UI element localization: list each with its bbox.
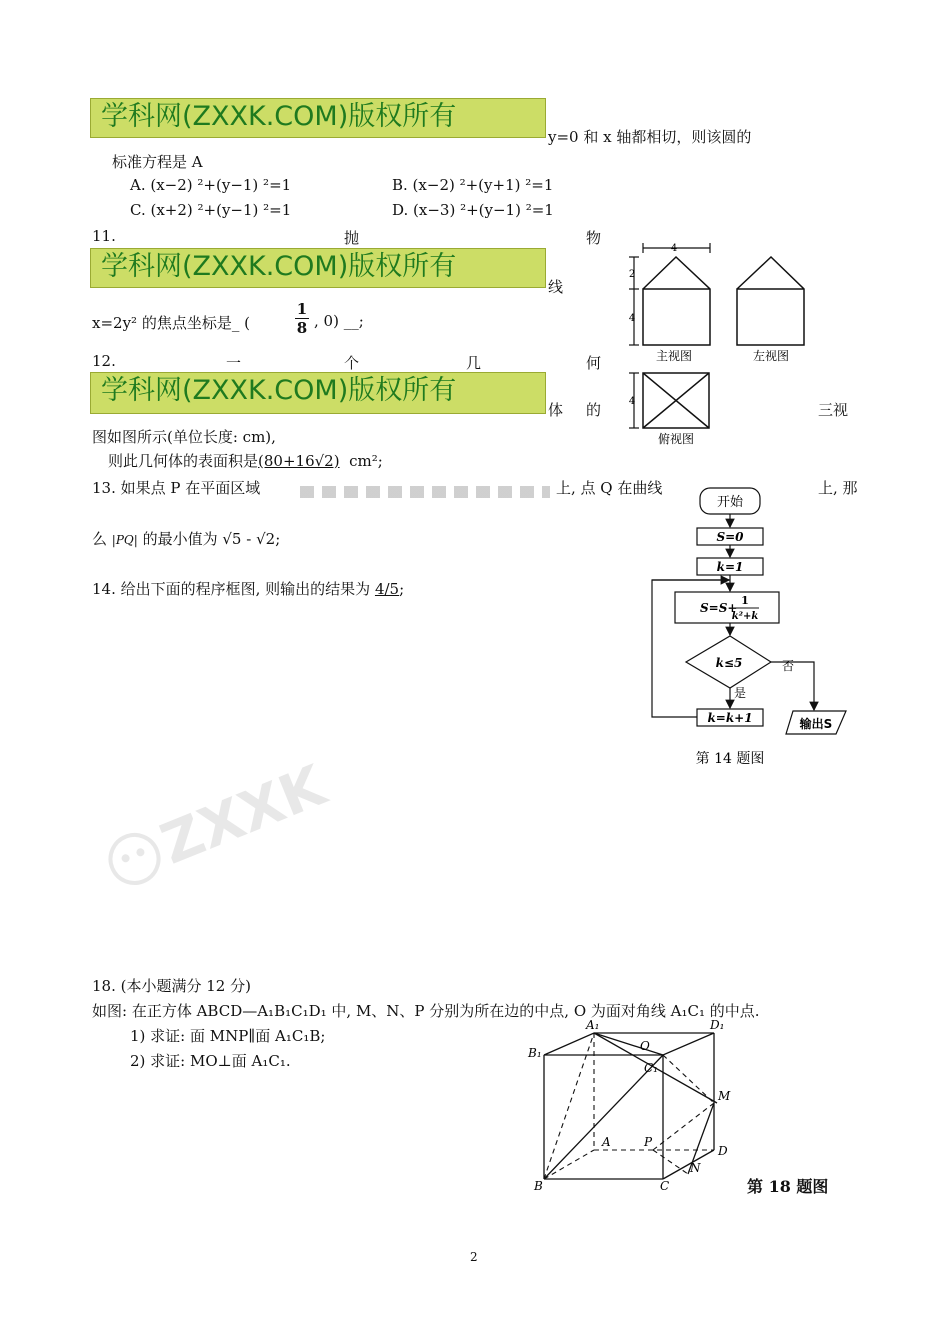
q18-heading: 18. (本小题满分 12 分)	[92, 977, 251, 995]
diag-a1-c1	[594, 1033, 663, 1055]
dim-side-bottom-label: 4	[628, 313, 636, 324]
q18-part1: 1) 求证: 面 MNP∥面 A₁C₁B;	[130, 1027, 326, 1045]
q10-option-d: D. (x−3) ²+(y−1) ²=1	[392, 201, 554, 219]
flow-s0-text: S=0	[716, 530, 744, 544]
q12-word7: 三视	[818, 401, 849, 419]
q11-number: 11.	[92, 227, 116, 245]
q13-line1-tail: 上, 那	[818, 479, 858, 497]
cube-label-b1: B₁	[528, 1046, 542, 1060]
q13-line2-tail: ;	[275, 530, 281, 548]
q11-word2: 物	[586, 229, 602, 247]
cube-label-d1: D₁	[710, 1020, 725, 1032]
watermark-banner-3: 学科网(ZXXK.COM)版权所有	[90, 372, 546, 414]
q12-word6: 的	[586, 401, 602, 419]
flow-no-label: 否	[782, 659, 795, 673]
q12-line4	[108, 450, 383, 471]
logo-text: ZXXK	[152, 753, 335, 878]
flow-update-prefix: S=S+	[700, 601, 738, 615]
front-view-label: 主视图	[655, 349, 693, 363]
dim-plan-label: 4	[628, 396, 636, 407]
q18-intro: 如图: 在正方体 ABCD—A₁B₁C₁D₁ 中, M、N、P 分别为所在边的中点, O 为面对角线 A₁C₁ 的中点.	[92, 1002, 760, 1020]
q14-answer: 4/5	[374, 580, 400, 598]
q13-line1-prefix: 13. 如果点 P 在平面区域	[92, 479, 261, 497]
q14-text	[92, 578, 404, 599]
q11-line3-prefix: x=2y² 的焦点坐标是_ (	[92, 314, 250, 332]
q13-region-placeholder	[300, 486, 550, 498]
q14-tail: ;	[399, 580, 405, 598]
flow-update-den: k²+k	[731, 611, 759, 622]
q13-line2	[92, 528, 280, 549]
flow-start-text: 开始	[716, 495, 744, 510]
q12-unit: cm²;	[349, 452, 383, 470]
watermark-banner-2: 学科网(ZXXK.COM)版权所有	[90, 248, 546, 288]
cube-label-c1: C₁	[644, 1061, 658, 1075]
cube-caption: 第 18 题图	[747, 1177, 829, 1196]
flow-yes-label: 是	[734, 686, 747, 700]
q10-line2: 标准方程是 A	[112, 153, 203, 171]
q11-fraction	[295, 300, 309, 337]
q11-word1: 抛	[344, 229, 360, 247]
flow-inc-text: k=k+1	[707, 711, 753, 725]
q13-pq: |PQ|	[111, 533, 138, 547]
q18-part2: 2) 求证: MO⊥面 A₁C₁.	[130, 1052, 291, 1070]
cube-label-a: A	[602, 1135, 611, 1149]
q11-frac-num: 1	[296, 300, 308, 318]
q12-answer: (80+16√2)	[258, 452, 340, 470]
dim-top-label: 4	[670, 243, 678, 254]
flowchart-figure	[640, 484, 860, 774]
cube-label-m: M	[718, 1089, 731, 1103]
cube-label-b: B	[534, 1179, 543, 1193]
front-view-shape	[643, 257, 710, 345]
q10-option-b: B. (x−2) ²+(y+1) ²=1	[392, 176, 554, 194]
left-view-shape	[737, 257, 804, 345]
q11-word3: 线	[548, 278, 564, 296]
q10-line1-tail: y=0 和 x 轴都相切，则该圆的	[548, 128, 752, 146]
dim-side-top-label: 2	[628, 269, 636, 280]
q10-option-a: A. (x−2) ²+(y−1) ²=1	[130, 176, 292, 194]
three-view-figure	[620, 236, 820, 456]
flow-output-text: 输出S	[799, 717, 833, 731]
flow-caption: 第 14 题图	[695, 751, 765, 767]
q11-frac-den: 8	[296, 319, 308, 337]
plan-view-label: 俯视图	[657, 432, 695, 446]
cube-label-p: P	[644, 1135, 653, 1149]
cube-label-n: N	[690, 1161, 701, 1175]
watermark-banner-1: 学科网(ZXXK.COM)版权所有	[90, 98, 546, 138]
page-number: 2	[470, 1250, 478, 1264]
q13-answer: √5 - √2	[222, 530, 276, 548]
flow-k1-text: k=1	[716, 560, 744, 574]
cube-label-a1: A₁	[586, 1020, 600, 1032]
q12-line3: 图如图所示(单位长度: cm),	[92, 428, 276, 446]
flow-condition-text: k≤5	[715, 656, 743, 670]
q11-line3-suffix: , 0) __;	[314, 312, 364, 330]
q12-word1: 一	[226, 354, 242, 372]
q13-line2-mid: 的最小值为	[142, 530, 218, 548]
cube-label-o: O	[640, 1039, 650, 1053]
q13-line2-prefix: 么	[92, 530, 108, 548]
q12-number: 12.	[92, 352, 116, 370]
q12-word4: 何	[586, 354, 602, 372]
flow-update-num: 1	[741, 594, 749, 607]
q12-word3: 几	[466, 354, 482, 372]
q10-option-c: C. (x+2) ²+(y−1) ²=1	[130, 201, 292, 219]
q13-line1-mid: 上, 点 Q 在曲线	[556, 479, 663, 497]
q14-prompt: 14. 给出下面的程序框图, 则输出的结果为	[92, 580, 371, 598]
q12-word5: 体	[548, 401, 564, 419]
q12-word2: 个	[344, 354, 360, 372]
cube-figure	[520, 1020, 850, 1195]
left-view-label: 左视图	[752, 349, 790, 363]
q12-line4-prefix: 则此几何体的表面积是	[108, 452, 259, 470]
zxxk-logo-watermark	[77, 695, 384, 935]
cube-label-c: C	[660, 1179, 670, 1193]
cube-label-d: D	[718, 1144, 728, 1158]
